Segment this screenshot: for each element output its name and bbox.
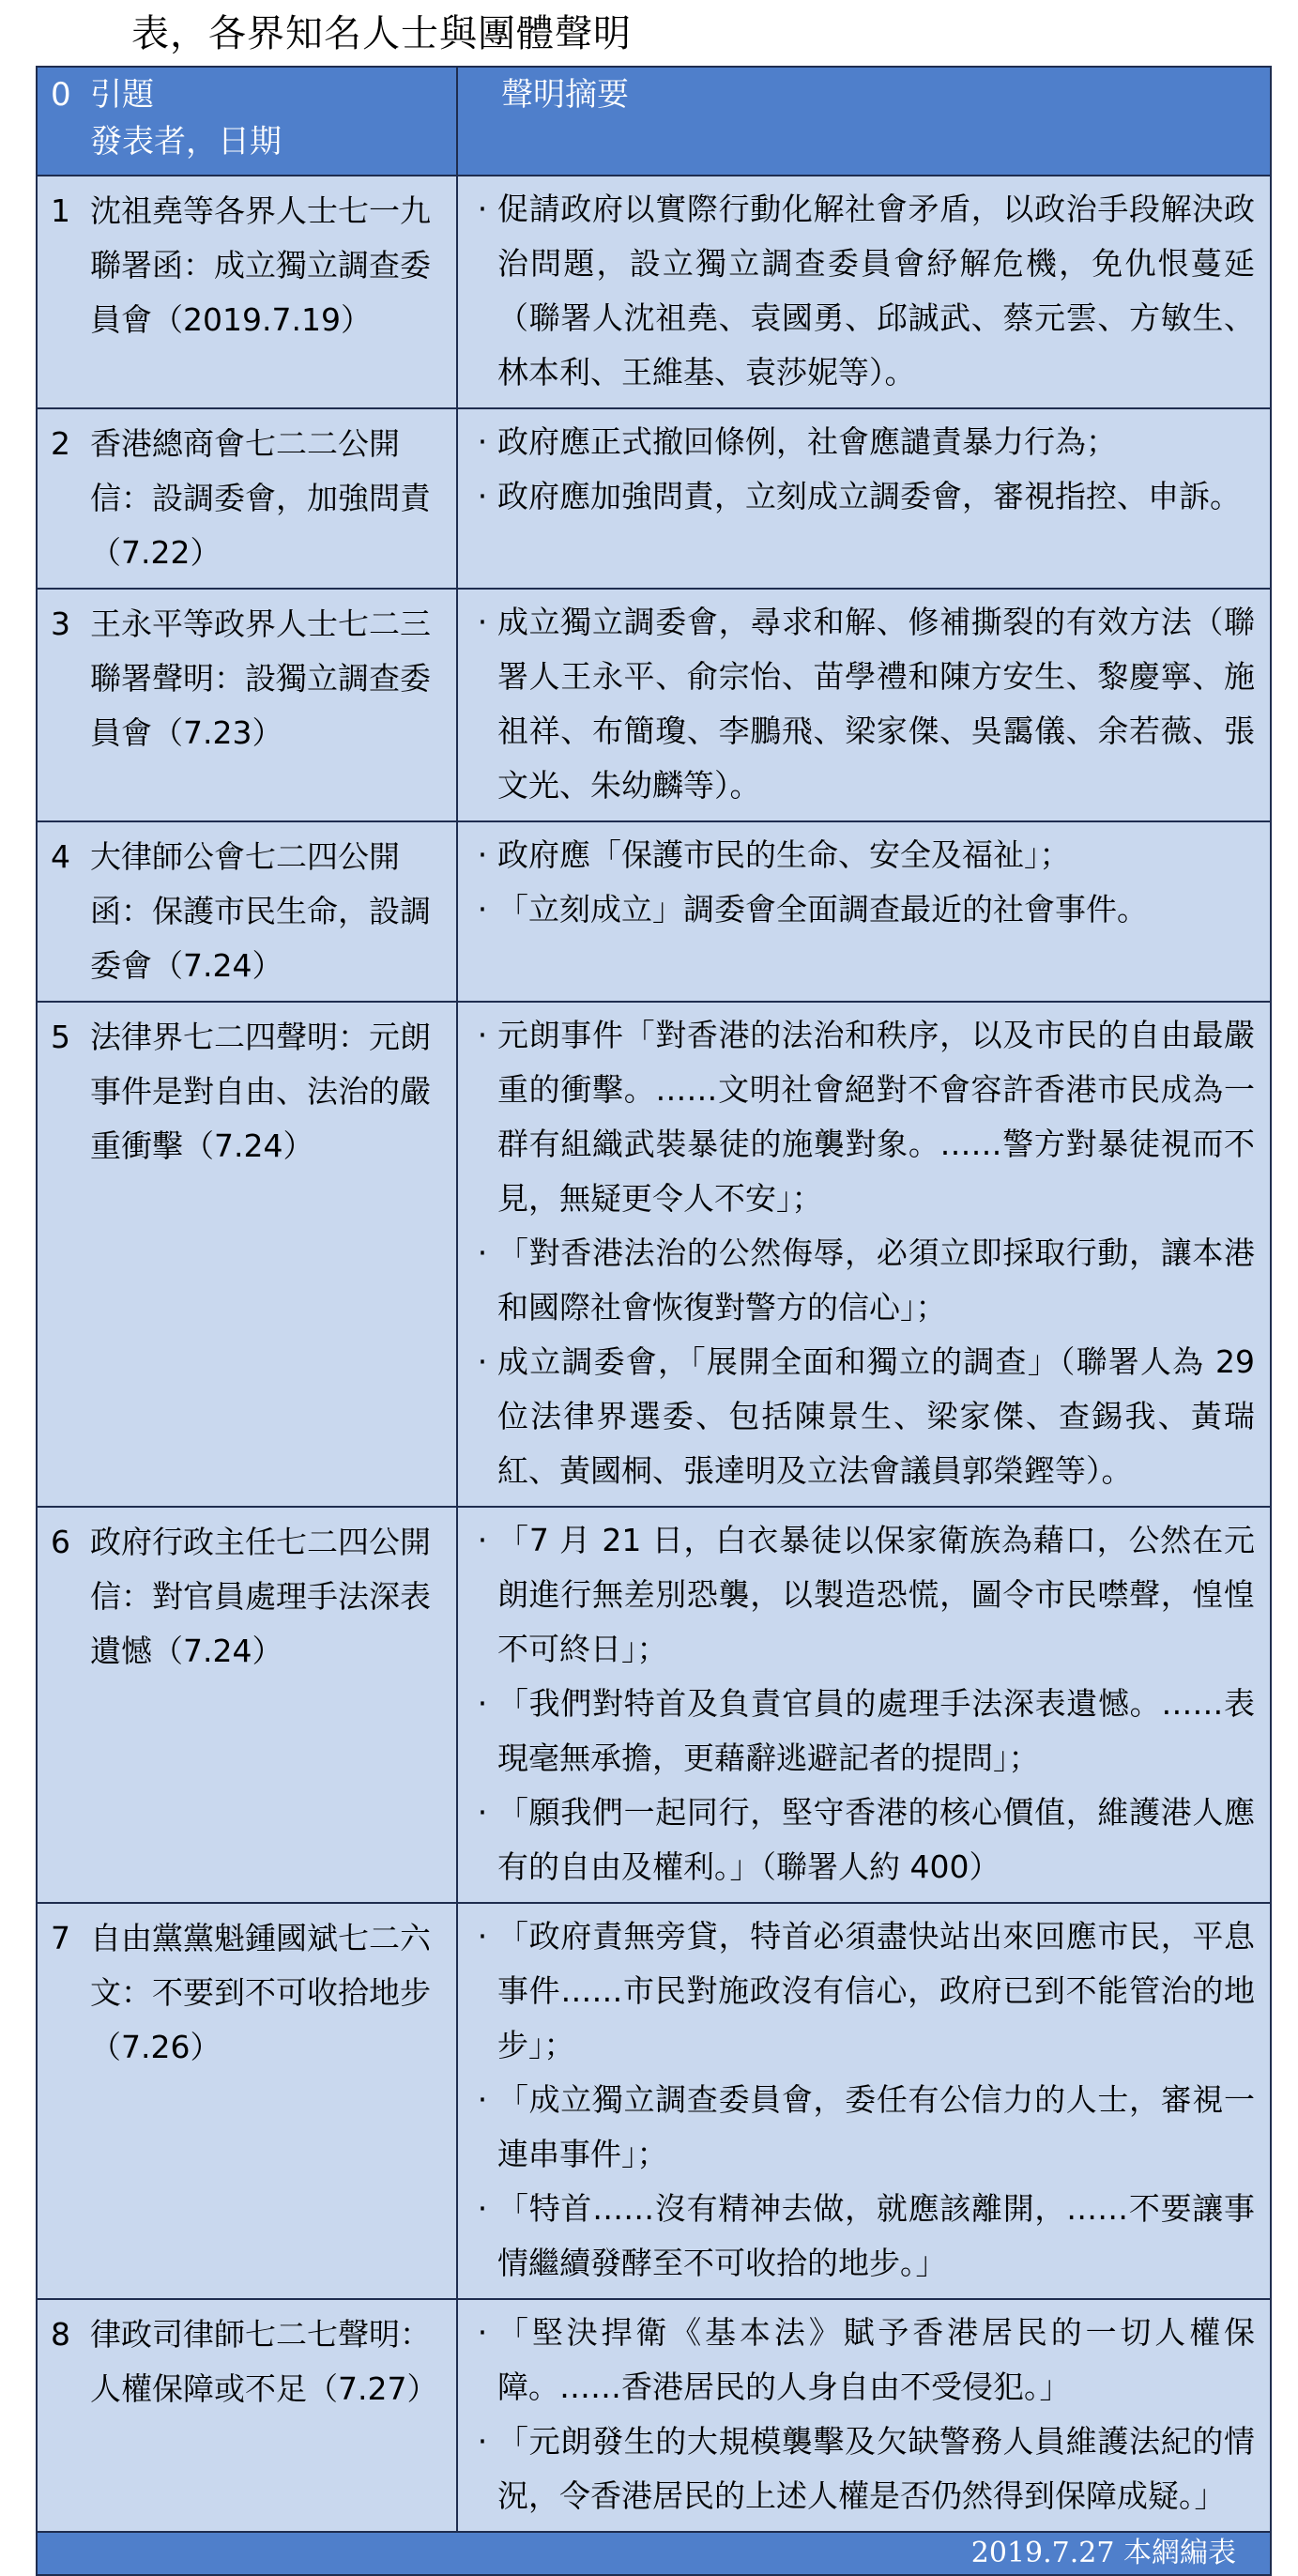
page-title: 表，各界知名人士與團體聲明 <box>131 12 632 55</box>
table-row <box>37 1507 1271 1903</box>
header-col-summary: 聲明摘要 <box>457 67 1271 176</box>
row-title-text: 律政司律師七二七聲明：人權保障或不足（7.27） <box>90 2316 438 2407</box>
row-summary-cell <box>457 408 1271 589</box>
row-title-text: 政府行政主任七二四公開信：對官員處理手法深表遺憾（7.24） <box>90 1524 431 1669</box>
row-number: 8 <box>51 2316 70 2353</box>
row-number: 7 <box>51 1920 70 1956</box>
row-title-text: 大律師公會七二四公開函：保護市民生命，設調委會（7.24） <box>90 838 431 984</box>
row-title-text: 沈祖堯等各界人士七一九聯署函：成立獨立調查委員會（2019.7.19） <box>90 192 431 338</box>
table-header-row <box>37 67 1271 176</box>
header-col1-line2: 發表者，日期 <box>90 123 282 161</box>
summary-point-text: 成立調委會，「展開全面和獨立的調查」（聯署人為 29 位法律界選委、包括陳景生、梁家傑、查錫我、黃瑞紅、黃國桐、張達明及立法會議員郭榮鏗等）。 <box>497 1343 1255 1489</box>
row-title <box>38 176 456 355</box>
summary-point <box>467 415 1255 469</box>
summary-point-text: 政府應「保護市民的生命、安全及福祉」； <box>497 836 1071 873</box>
row-title-cell <box>37 408 457 589</box>
summary-point <box>467 2073 1255 2182</box>
row-title <box>38 1508 456 1686</box>
table-footer-row <box>37 2532 1271 2575</box>
row-number: 2 <box>51 425 70 462</box>
summary-point <box>467 2415 1255 2523</box>
row-summary-cell <box>457 1002 1271 1507</box>
summary-point-text: 「對香港法治的公然侮辱，必須立即採取行動，讓本港和國際社會恢復對警方的信心」； <box>497 1234 1255 1326</box>
summary-point-text: 政府應加強問責，立刻成立調委會，審視指控、申訴。 <box>497 478 1241 514</box>
table-row <box>37 821 1271 1002</box>
summary-point <box>467 1226 1255 1335</box>
row-number: 3 <box>51 606 70 642</box>
summary-point <box>467 882 1255 937</box>
row-summary-cell <box>457 821 1271 1002</box>
summary-point-text: 成立獨立調委會，尋求和解、修補撕裂的有效方法（聯署人王永平、俞宗怡、苗學禮和陳方安生、黎慶寧、施祖祥、布簡瓊、李鵬飛、梁家傑、吳靄儀、余若薇、張文光、朱幼麟等）。 <box>497 604 1255 804</box>
row-title <box>38 1003 456 1181</box>
table-row <box>37 1903 1271 2299</box>
row-number: 4 <box>51 838 70 875</box>
row-number: 5 <box>51 1019 70 1055</box>
row-summary-cell <box>457 1903 1271 2299</box>
table-row <box>37 408 1271 589</box>
statements-table <box>36 66 1272 2576</box>
table-row <box>37 176 1271 408</box>
header-col-title <box>37 67 457 176</box>
row-title-cell <box>37 1002 457 1507</box>
row-title-cell <box>37 1903 457 2299</box>
row-title <box>38 409 456 588</box>
bullet-icon: · <box>477 423 488 460</box>
row-title-cell <box>37 2299 457 2532</box>
row-title-text: 王永平等政界人士七二三聯署聲明：設獨立調查委員會（7.23） <box>90 606 431 751</box>
summary-point-text: 「我們對特首及負責官員的處理手法深表遺憾。……表現毫無承擔，更藉辭逃避記者的提問」； <box>497 1685 1255 1776</box>
row-summary-cell <box>457 1507 1271 1903</box>
bullet-icon: · <box>477 478 488 514</box>
summary-point <box>467 182 1255 400</box>
summary-point <box>467 1513 1255 1677</box>
summary-point-text: 政府應正式撤回條例，社會應譴責暴力行為； <box>497 423 1117 460</box>
summary-point <box>467 595 1255 813</box>
summary-point <box>467 2182 1255 2291</box>
bullet-icon: · <box>477 2423 488 2460</box>
bullet-icon: · <box>477 1017 488 1053</box>
summary-point <box>467 1677 1255 1786</box>
row-summary-cell <box>457 2299 1271 2532</box>
bullet-icon: · <box>477 1685 488 1722</box>
summary-point-text: 「堅決捍衛《基本法》賦予香港居民的一切人權保障。……香港居民的人身自由不受侵犯。」 <box>497 2314 1255 2405</box>
summary-point-text: 「政府責無旁貸，特首必須盡快站出來回應市民，平息事件……市民對施政沒有信心，政府已到不能管治的地步」； <box>497 1918 1255 2063</box>
table-row <box>37 589 1271 821</box>
bullet-icon: · <box>477 891 488 928</box>
row-title-cell <box>37 176 457 408</box>
table-row <box>37 2299 1271 2532</box>
row-title-text: 法律界七二四聲明：元朗事件是對自由、法治的嚴重衝擊（7.24） <box>90 1019 431 1164</box>
row-title-text: 自由黨黨魁鍾國斌七二六文：不要到不可收拾地步（7.26） <box>90 1920 431 2065</box>
bullet-icon: · <box>477 836 488 873</box>
table-row <box>37 1002 1271 1507</box>
row-number: 6 <box>51 1524 70 1560</box>
summary-point <box>467 828 1255 882</box>
bullet-icon: · <box>477 2314 488 2351</box>
summary-point-text: 促請政府以實際行動化解社會矛盾，以政治手段解決政治問題，設立獨立調查委員會紓解危機，免仇恨蔓延（聯署人沈祖堯、袁國勇、邱誠武、蔡元雲、方敏生、林本利、王維基、袁莎妮等）。 <box>497 191 1255 391</box>
row-summary-cell <box>457 176 1271 408</box>
row-number: 1 <box>51 192 70 229</box>
bullet-icon: · <box>477 2190 488 2227</box>
summary-point <box>467 1786 1255 1894</box>
footer-note: 2019.7.27 本網編表 <box>37 2532 1271 2575</box>
summary-point-text: 「願我們一起同行，堅守香港的核心價值，維護港人應有的自由及權利。」（聯署人約 400） <box>497 1794 1255 1885</box>
summary-point <box>467 1909 1255 2073</box>
summary-point <box>467 469 1255 524</box>
bullet-icon: · <box>477 191 488 227</box>
bullet-icon: · <box>477 1794 488 1831</box>
table-body <box>37 176 1271 2532</box>
bullet-icon: · <box>477 1234 488 1271</box>
row-title <box>38 2300 456 2424</box>
header-col1-line1: 引題 <box>90 76 154 114</box>
row-title-text: 香港總商會七二二公開信：設調委會，加強問責（7.22） <box>90 425 431 571</box>
row-title <box>38 590 456 768</box>
row-title-cell <box>37 1507 457 1903</box>
bullet-icon: · <box>477 1522 488 1558</box>
bullet-icon: · <box>477 1343 488 1380</box>
row-summary-cell <box>457 589 1271 821</box>
summary-point-text: 元朗事件「對香港的法治和秩序，以及市民的自由最嚴重的衝擊。……文明社會絕對不會容許香港市民成為一群有組織武裝暴徒的施襲對象。……警方對暴徒視而不見，無疑更令人不安」； <box>497 1017 1255 1217</box>
summary-point <box>467 1335 1255 1498</box>
summary-point-text: 「成立獨立調查委員會，委任有公信力的人士，審視一連串事件」； <box>497 2081 1255 2172</box>
row-title-cell <box>37 589 457 821</box>
row-title <box>38 1904 456 2082</box>
bullet-icon: · <box>477 1918 488 1955</box>
summary-point-text: 「立刻成立」調委會全面調查最近的社會事件。 <box>497 891 1148 928</box>
summary-point-text: 「7 月 21 日，白衣暴徒以保家衛族為藉口，公然在元朗進行無差別恐襲，以製造恐慌，圖令市民噤聲，惶惶不可終日」； <box>497 1522 1255 1667</box>
bullet-icon: · <box>477 604 488 640</box>
summary-point <box>467 2306 1255 2415</box>
summary-point <box>467 1008 1255 1226</box>
summary-point-text: 「特首……沒有精神去做，就應該離開，……不要讓事情繼續發酵至不可收拾的地步。」 <box>497 2190 1255 2281</box>
row-title <box>38 822 456 1001</box>
summary-point-text: 「元朗發生的大規模襲擊及欠缺警務人員維護法紀的情況，令香港居民的上述人權是否仍然得到保障成疑。」 <box>497 2423 1255 2514</box>
row-title-cell <box>37 821 457 1002</box>
bullet-icon: · <box>477 2081 488 2118</box>
header-num: 0 <box>51 76 71 114</box>
